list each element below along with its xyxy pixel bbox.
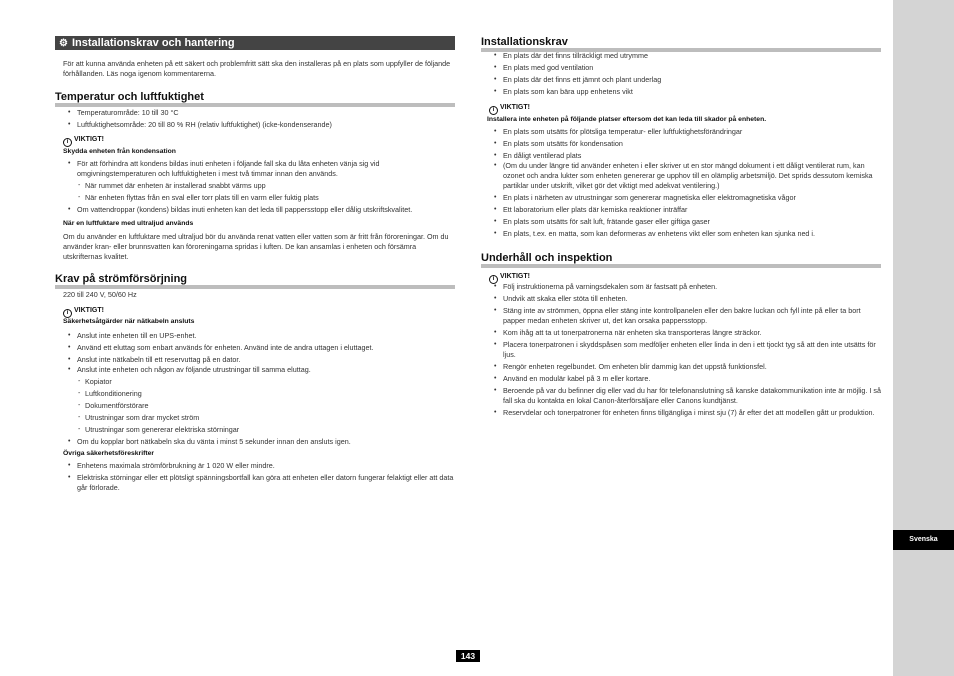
list-item: - Utrustningar som genererar elektriska störningar (63, 425, 455, 435)
list-item: • Placera tonerpatronen i skyddspåsen som medföljer enheten eller linda in den i ett tjockt tyg så att den inte utsätts för ljus. (489, 340, 881, 360)
subhead-power-safety: Säkerhetsåtgärder när nätkabeln ansluts (63, 318, 195, 325)
list-item: • Beroende på var du befinner dig eller vad du har för telefonanslutning så kanske datakommunikation inte är möjlig. I så fall ska du kontakta en lokal Canon-återförsäljare eller Canons kundtjänst. (489, 386, 881, 406)
condensation-list (63, 159, 455, 217)
list-item: • Om du kopplar bort nätkabeln ska du vänta i minst 5 sekunder innan den ansluts igen. (63, 437, 455, 447)
list-item: • En plats med god ventilation (489, 63, 881, 73)
list-item: - Utrustningar som drar mycket ström (63, 413, 455, 423)
list-item: • En plats där det finns tillräckligt med utrymme (489, 51, 881, 61)
important-label: VIKTIGT! (500, 273, 530, 280)
list-item: • Anslut inte nätkabeln till ett reservuttag på en dator. (63, 355, 455, 365)
subhead-other-safety: Övriga säkerhetsföreskrifter (63, 450, 155, 457)
ventilation-note: • (Om du under längre tid använder enheten i eller skriver ut en stor mängd dokument i ett dåligt ventilerat rum, kan ozonet och andra lukter som enheten genererar ge upphov till en olämplig arbetsmiljö. Det sprids dessutom kemiska partiklar under utskrift, vilket gör det viktigt med adekvat ventilering.) (489, 161, 881, 191)
humidifier-text: Om du använder en luftfuktare med ultraljud bör du använda renat vatten eller vatten som är fritt från föroreningar. Om du använder kran- eller brunnsvatten kan föroreningarna spridas i luften. De kan ansamlas i enheten och försämra utskrifternas kvalitet. (63, 232, 449, 261)
list-item: • Stäng inte av strömmen, öppna eller stäng inte kontrollpanelen eller den bakre luckan och fyll inte på eller ta bort papper medan enheten skriver ut, det kan orsaka pappersstopp. (489, 306, 881, 326)
list-item: • Enhetens maximala strömförbrukning är 1 020 W eller mindre. (63, 461, 455, 471)
list-item: • Reservdelar och tonerpatroner för enheten finns tillgängliga i minst sju (7) år efter det att modellen gått ur produktion. (489, 408, 881, 418)
list-item: • En plats som utsätts för plötsliga temperatur- eller luftfuktighetsförändringar (489, 127, 881, 137)
list-item: • Använd ett eluttag som enbart används för enheten. Använd inte de andra uttagen i eluttaget. (63, 343, 455, 353)
list-item: • En plats som utsätts för kondensation (489, 139, 881, 149)
voltage-text: 220 till 240 V, 50/60 Hz (63, 290, 137, 299)
power-list (63, 331, 455, 449)
list-item: • En plats som utsätts för salt luft, frätande gaser eller giftiga gaser (489, 217, 881, 227)
important-icon: i (489, 275, 498, 284)
list-item: - När rummet där enheten är installerad snabbt värms upp (63, 181, 455, 191)
list-item-continuation: • Anslut inte enheten och någon av följande utrustningar till samma eluttag. (63, 365, 455, 375)
install-list (489, 51, 881, 99)
gear-icon: ⚙ (59, 38, 68, 49)
maintenance-heading: Underhåll och inspektion (481, 252, 881, 268)
list-item: • En plats som kan bära upp enhetens vikt (489, 87, 881, 97)
side-margin-bar (893, 0, 954, 676)
list-item: - När enheten flyttas från en sval eller torr plats till en varm eller fuktig plats (63, 193, 455, 203)
power-heading: Krav på strömförsörjning (55, 273, 455, 289)
other-safety-list (63, 461, 455, 495)
important-icon: i (63, 309, 72, 318)
list-item: • Rengör enheten regelbundet. Om enheten blir dammig kan det uppstå funktionsfel. (489, 362, 881, 372)
subhead-humidifier: När en luftfuktare med ultraljud används (63, 220, 194, 227)
list-item: • Temperaturområde: 10 till 30 °C (63, 108, 455, 118)
list-item: • En plats i närheten av utrustningar som genererar magnetiska eller elektromagnetiska vågor (489, 193, 881, 203)
list-item: • Kom ihåg att ta ut tonerpatronerna när enheten ska transporteras längre sträckor. (489, 328, 881, 338)
temp-list (63, 108, 455, 132)
list-item: • En plats där det finns ett jämnt och plant underlag (489, 75, 881, 85)
temp-heading: Temperatur och luftfuktighet (55, 91, 455, 107)
install-heading: Installationskrav (481, 36, 881, 52)
list-item: • Följ instruktionerna på varningsdekalen som är fastsatt på enheten. (489, 282, 881, 292)
maintenance-list (489, 282, 881, 420)
list-item: • Elektriska störningar eller ett plötsligt spänningsbortfall kan göra att enheten eller datorn fungerar felaktigt eller att data går förlorade. (63, 473, 455, 493)
subhead-condensation: Skydda enheten från kondensation (63, 148, 176, 155)
list-item: - Kopiator (63, 377, 455, 387)
important-label: VIKTIGT! (500, 104, 530, 111)
list-item: • Om vattendroppar (kondens) bildas inuti enheten kan det leda till pappersstopp eller dålig utskriftskvalitet. (63, 205, 455, 215)
important-icon: i (489, 106, 498, 115)
list-item: - Luftkonditionering (63, 389, 455, 399)
list-item: • Ett laboratorium eller plats där kemiska reaktioner inträffar (489, 205, 881, 215)
avoid-locations-list (489, 127, 881, 241)
page-number: 143 (456, 650, 480, 662)
list-item: • Använd en modulär kabel på 3 m eller kortare. (489, 374, 881, 384)
list-item: • En dåligt ventilerad plats (489, 151, 881, 161)
subhead-avoid-locations: Installera inte enheten på följande platser eftersom det kan leda till skador på enheten. (487, 116, 767, 123)
list-item: • En plats, t.ex. en matta, som kan deformeras av enhetens vikt eller som enheten kan sjunka ned i. (489, 229, 881, 239)
important-label: VIKTIGT! (74, 136, 104, 143)
list-item: • För att förhindra att kondens bildas inuti enheten i följande fall ska du låta enheten vänja sig vid omgivningstemperaturen och luftfuktigheten i mest två timmar innan den används. (63, 159, 455, 179)
banner-title: Installationskrav och hantering (71, 37, 235, 49)
list-item: • Undvik att skaka eller stöta till enheten. (489, 294, 881, 304)
important-icon: i (63, 138, 72, 147)
important-label: VIKTIGT! (74, 307, 104, 314)
language-tab[interactable]: Svenska (893, 530, 954, 550)
list-item: • Luftfuktighetsområde: 20 till 80 % RH (relativ luftfuktighet) (icke-kondenserande) (63, 120, 455, 130)
section-banner (55, 36, 455, 50)
list-item: • Anslut inte enheten till en UPS-enhet. (63, 331, 455, 341)
important-note (63, 134, 104, 147)
list-item: - Dokumentförstörare (63, 401, 455, 411)
important-note (489, 102, 530, 115)
intro-text: För att kunna använda enheten på ett säkert och problemfritt sätt ska den installeras på en plats som uppfyller de följande förhållanden. Läs noga igenom kommentarerna. (63, 59, 451, 78)
